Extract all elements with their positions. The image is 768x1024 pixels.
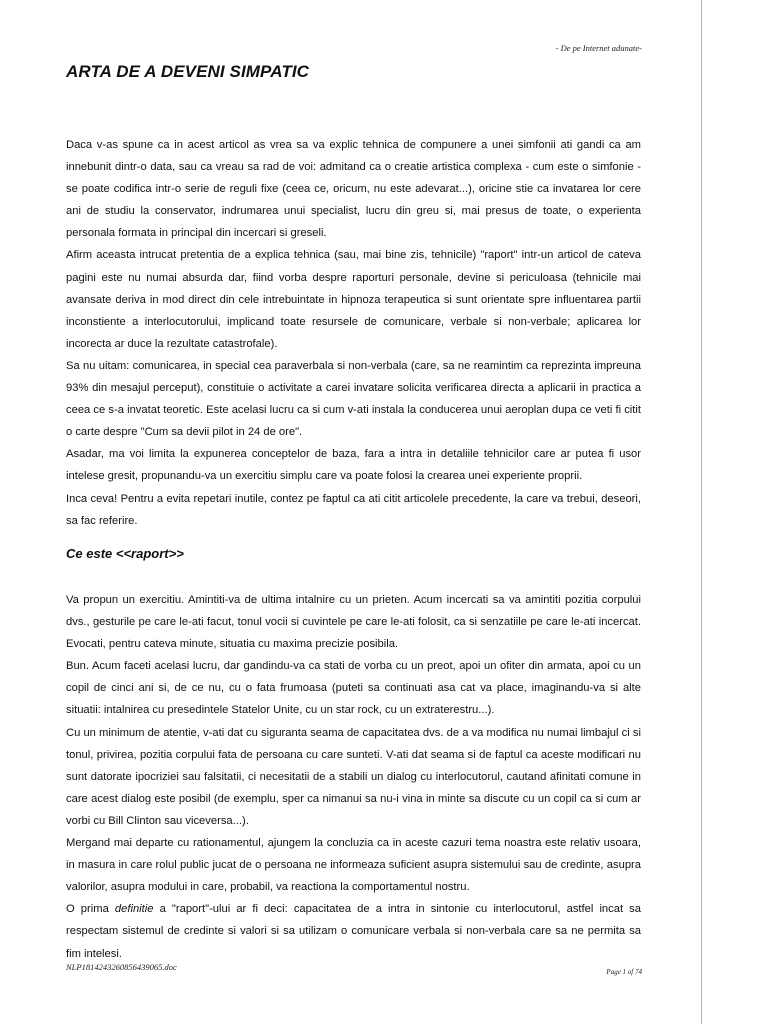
paragraph: Inca ceva! Pentru a evita repetari inutile, contez pe faptul ca ati citit articolele precedente, la care va trebui, deseori, sa fac referire. — [66, 492, 641, 527]
text-run: O prima — [66, 903, 115, 916]
paragraph-definition — [66, 898, 641, 964]
intro-section — [66, 134, 641, 532]
raport-section — [66, 589, 641, 965]
paragraph: Bun. Acum faceti acelasi lucru, dar gandindu-va ca stati de vorba cu un preot, apoi un ofiter din armata, apoi cu un copil de cinci ani si, de ce nu, cu o fata frumoasa (puteti sa continuati asa cat va place, imaginandu-va si alte situatii: intalnirea cu presedintele Statelor Unite, cu un star rock, cu un extraterestru...). — [66, 660, 641, 717]
document-title: ARTA DE A DEVENI SIMPATIC — [66, 62, 310, 81]
paragraph: Afirm aceasta intrucat pretentia de a explica tehnica (sau, mai bine zis, tehnicile) "raport" intr-un articol de cateva pagini este nu numai absurda dar, fiind vorba despre raporturi personale, devine si periculoasa (tehnicile mai avansate deriva in mod direct din cele intrebuintate in hipnoza terapeutica si sunt orientate spre influentarea partii inconstiente a interlocutorului, implicand toate resursele de comunicare, verbale si non-verbale; aplicarea lor incorecta ar duce la rezultate catastrofale). — [66, 249, 641, 350]
paragraph: Mergand mai departe cu rationamentul, ajungem la concluzia ca in aceste cazuri tema noastra este relativ usoara, in masura in care rolul public jucat de o persoana ne informeaza suficient asupra sistemului sau de credinte, asupra valorilor, asupra modului in care, probabil, va reactiona la comportamentul nostru. — [66, 837, 641, 894]
section-heading: Ce este <<raport>> — [66, 546, 184, 561]
paragraph: Sa nu uitam: comunicarea, in special cea paraverbala si non-verbala (care, sa ne reamintim ca reprezinta impreuna 93% din mesajul perceput), constituie o activitate a carei invatare solicita verificarea directa a aplicarii in practica a ceea ce s-a invatat teoretic. Este acelasi lucru ca si cum v-ati instala la conducerea unui aeroplan dupa ce veti fi citit o carte despre "Cum sa devii pilot in 24 de ore". — [66, 359, 641, 439]
paragraph: Asadar, ma voi limita la expunerea conceptelor de baza, fara a intra in detaliile tehnicilor care ar putea fi usor intelese gresit, propunandu-va un exercitiu simplu care va poate folosi la crearea unei experiente proprii. — [66, 448, 641, 483]
paragraph: Daca v-as spune ca in acest articol as vrea sa va explic tehnica de compunere a unei simfonii ati gandi ca am innebunit dintr-o data, sau ca vreau sa rad de voi: admitand ca o creatie artistica complexa - cum este o simfonie - se poate codifica intr-o serie de reguli fixe (ceea ce, oricum, nu este adevarat...), oricine stie ca invatarea lor cere ani de studiu la conservator, indrumarea unui specialist, lucru din greu si, mai presus de toate, o experienta personala formata in principal din incercari si greseli. — [66, 139, 641, 240]
paragraph: Cu un minimum de atentie, v-ati dat cu siguranta seama de capacitatea dvs. de a va modifica nu numai limbajul ci si tonul, privirea, pozitia corpului fata de persoana cu care sunteti. V-ati dat seama si de faptul ca aceste modificari nu sunt datorate ipocriziei sau falsitatii, ci necesitatii de a stabili un dialog cu interlocutorul, cautand afinitati comune in care acest dialog este posibil (de exemplu, sper ca nimanui sa nu-i vina in minte sa discute cu un copil ca si cum ar vorbi cu Bill Clinton sau viceversa...). — [66, 726, 641, 827]
footer-filename: NLP1814243260856439065.doc — [66, 962, 177, 972]
header-note: - De pe Internet adunate- — [555, 43, 642, 53]
paragraph: Va propun un exercitiu. Amintiti-va de ultima intalnire cu un prieten. Acum incercati sa va amintiti pozitia corpului dvs., gesturile pe care le-ati facut, tonul vocii si cuvintele pe care le-ati folosit, ca si senzatiile pe care le-ati incercat. Evocati, pentru cateva minute, situatia cu maxima precizie posibila. — [66, 594, 641, 651]
footer-page-number: Page 1 of 74 — [606, 968, 642, 976]
page-edge — [701, 0, 768, 1024]
text-run: a "raport"-ului ar fi deci: capacitatea de a intra in sintonie cu interlocutorul, astfel incat sa respectam sistemul de credinte si valori si sa utilizam o comunicare verbala si non-verbala care sa ne permita sa fim intelesi. — [66, 903, 641, 960]
emphasis-definition: definitie — [114, 903, 154, 916]
